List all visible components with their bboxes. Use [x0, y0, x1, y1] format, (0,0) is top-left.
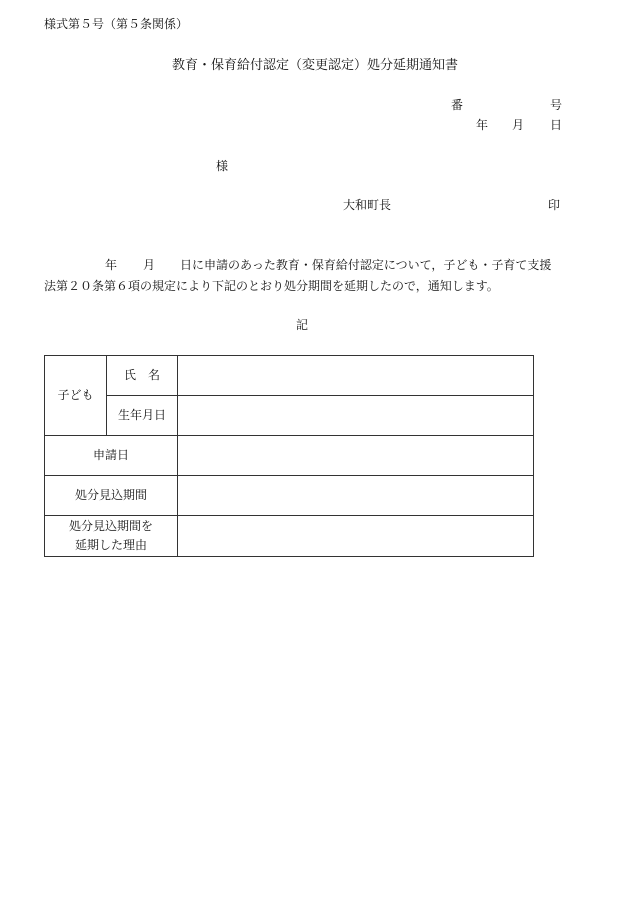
issuer-name: 大和町長 [343, 198, 392, 212]
application-date-label: 申請日 [45, 436, 178, 476]
body-line-2: 法第２０条第６項の規定により下記のとおり処分期間を延期したので，通知します。 [44, 279, 499, 293]
name-label: 氏 名 [107, 356, 178, 396]
birthdate-field[interactable] [178, 396, 534, 436]
number-ban-label: 番 [451, 98, 464, 112]
date-month-label: 月 [512, 118, 525, 132]
birthdate-label: 生年月日 [107, 396, 178, 436]
expected-period-label: 処分見込期間 [45, 476, 178, 516]
child-label: 子ども [45, 356, 107, 436]
document-title: 教育・保育給付認定（変更認定）処分延期通知書 [171, 58, 458, 73]
date-year-label: 年 [476, 118, 489, 132]
date-day-label: 日 [550, 118, 563, 132]
expected-period-field[interactable] [178, 476, 534, 516]
body-month-label: 月 [143, 258, 156, 272]
extension-reason-field[interactable] [178, 516, 534, 557]
body-line-1-text: 日に申請のあった教育・保育給付認定について，子ども・子育て支援 [180, 258, 552, 272]
extension-reason-label-line1: 処分見込期間を [68, 518, 153, 533]
body-year-label: 年 [105, 258, 118, 272]
ki-heading: 記 [296, 318, 309, 332]
issuer-seal-mark: 印 [548, 198, 561, 212]
details-table [44, 355, 534, 557]
name-field[interactable] [178, 356, 534, 396]
addressee-honorific: 様 [216, 159, 229, 173]
number-go-label: 号 [550, 98, 563, 112]
form-number: 様式第５号（第５条関係） [44, 17, 189, 31]
application-date-field[interactable] [178, 436, 534, 476]
extension-reason-label-line2: 延期した理由 [74, 538, 147, 552]
extension-reason-label [45, 516, 178, 557]
